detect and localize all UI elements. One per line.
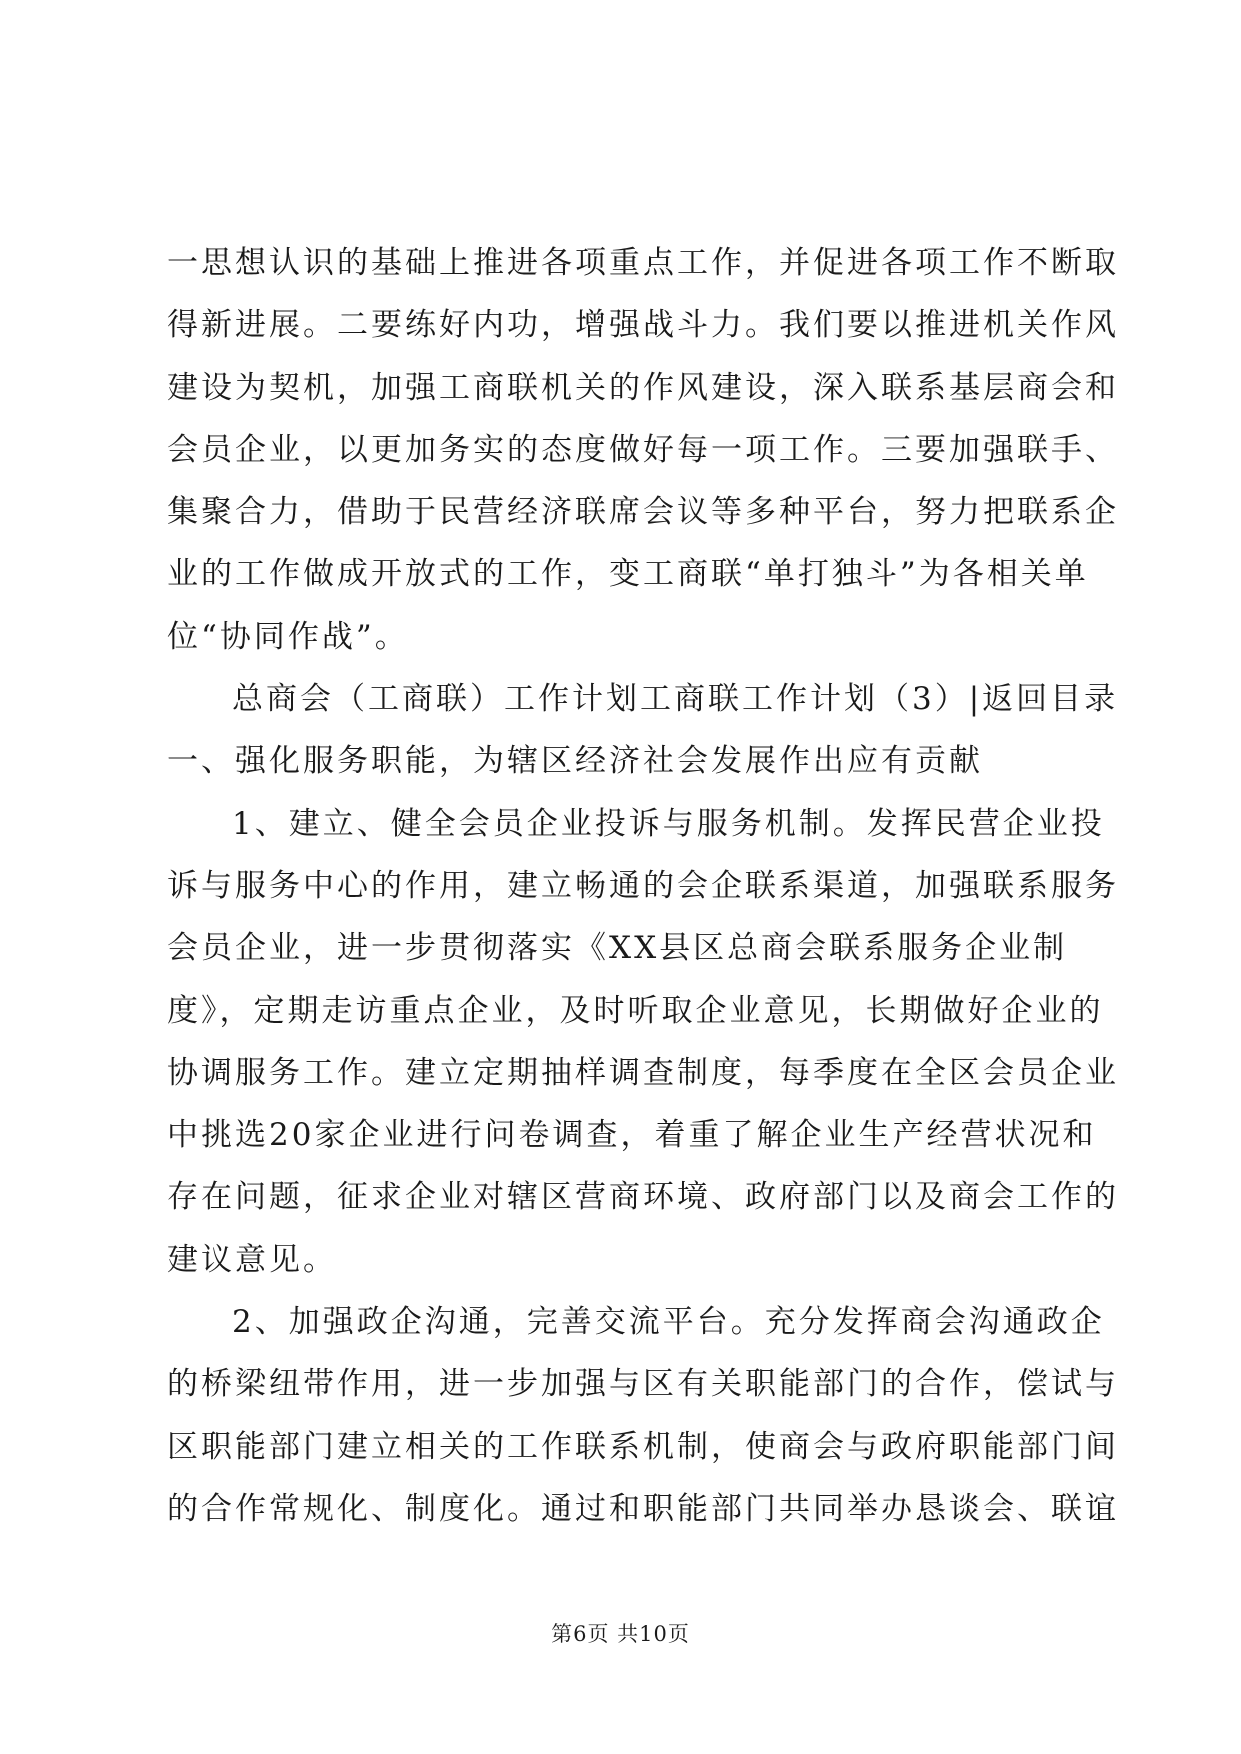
text-line: 一思想认识的基础上推进各项重点工作，并促进各项工作不断取 [167,245,1119,281]
text-line: 诉与服务中心的作用，建立畅通的会企联系渠道，加强联系服务 [167,867,1119,904]
text-line: 的桥梁纽带作用，进一步加强与区有关职能部门的合作，偿试与 [167,1366,1119,1403]
text-line: 会员企业，进一步贯彻落实《XX县区总商会联系服务企业制 [167,930,1068,967]
text-line: 2、加强政企沟通，完善交流平台。充分发挥商会沟通政企 [232,1304,1105,1341]
text-line: 建设为契机，加强工商联机关的作风建设，深入联系基层商会和 [167,369,1119,406]
section-heading-link[interactable]: 总商会（工商联）工作计划工商联工作计划（3）|返回目录 [232,681,1119,718]
page-number-footer: 第6页 共10页 [551,1622,690,1646]
section-title: 一、强化服务职能，为辖区经济社会发展作出应有贡献 [167,743,983,780]
text-line: 建议意见。 [167,1241,337,1278]
text-line: 存在问题，征求企业对辖区营商环境、政府部门以及商会工作的 [167,1179,1119,1216]
text-line: 得新进展。二要练好内功，增强战斗力。我们要以推进机关作风 [167,307,1119,344]
text-line: 1、建立、健全会员企业投诉与服务机制。发挥民营企业投 [232,805,1105,842]
text-line: 位“协同作战”。 [167,618,409,655]
text-line: 的合作常规化、制度化。通过和职能部门共同举办恳谈会、联谊 [167,1490,1119,1527]
text-line: 业的工作做成开放式的工作，变工商联“单打独斗”为各相关单 [167,556,1089,593]
text-line: 区职能部门建立相关的工作联系机制，使商会与政府职能部门间 [167,1428,1119,1465]
text-line: 度》，定期走访重点企业，及时听取企业意见，长期做好企业的 [167,992,1104,1029]
text-line: 协调服务工作。建立定期抽样调查制度，每季度在全区会员企业 [167,1054,1119,1091]
text-line: 会员企业，以更加务实的态度做好每一项工作。三要加强联手、 [167,431,1119,468]
body-text [167,232,1119,1540]
text-line: 集聚合力，借助于民营经济联席会议等多种平台，努力把联系企 [167,494,1119,531]
text-line: 中挑选20家企业进行问卷调查，着重了解企业生产经营状况和 [167,1117,1097,1154]
